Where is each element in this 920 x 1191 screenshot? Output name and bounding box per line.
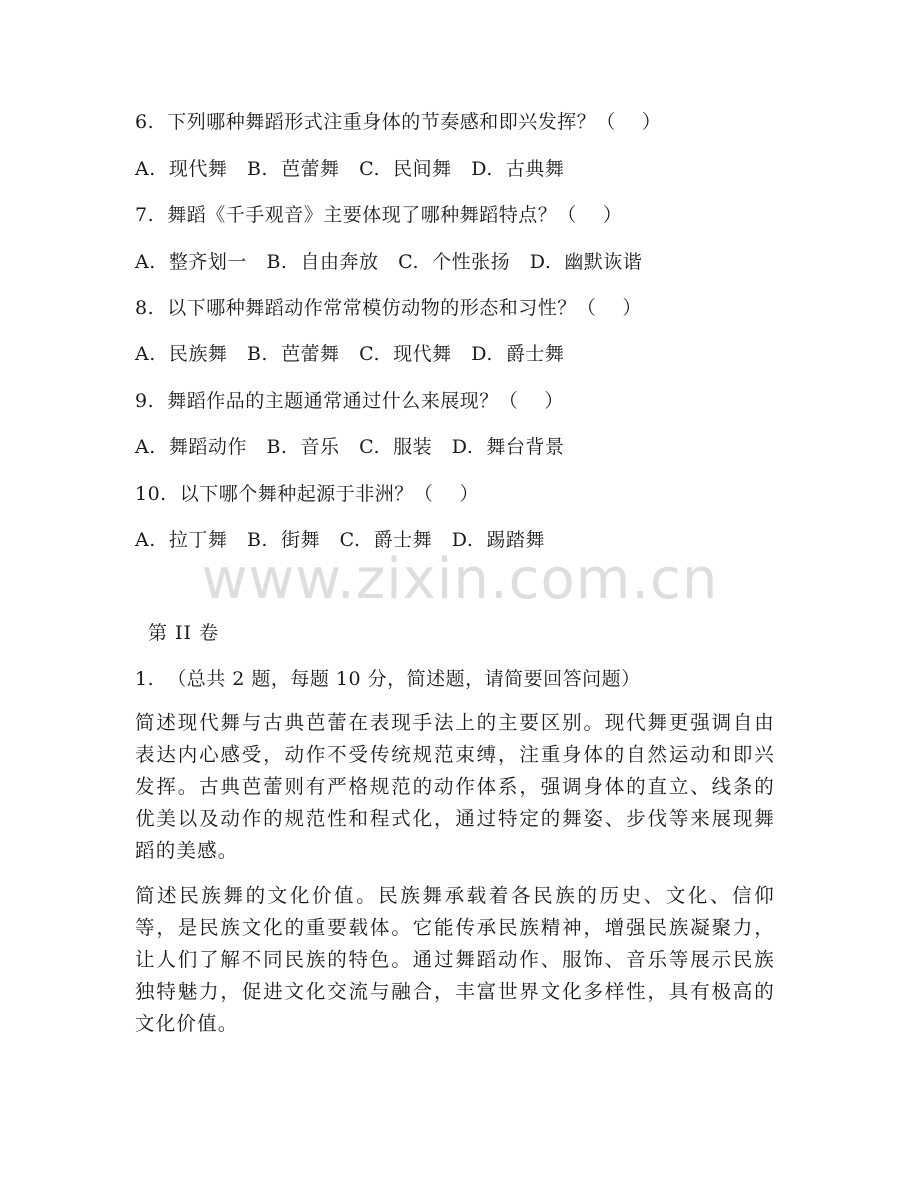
section-title: 第 II 卷 [148, 622, 220, 644]
question-6: 6. 下列哪种舞蹈形式注重身体的节奏感和即兴发挥？（ ） [135, 111, 662, 133]
question-9-options: A. 舞蹈动作 B. 音乐 C. 服装 D. 舞台背景 [135, 436, 565, 458]
question-8: 8. 以下哪种舞蹈动作常常模仿动物的形态和习性？（ ） [135, 297, 642, 319]
question-10: 10. 以下哪个舞种起源于非洲？（ ） [135, 483, 479, 505]
answer-paragraph-1: 简述现代舞与古典芭蕾在表现手法上的主要区别。现代舞更强调自由表达内心感受，动作不受传统规范束缚，注重身体的自然运动和即兴发挥。古典芭蕾则有严格规范的动作体系，强调身体的直立、线条的优美以及动作的规范性和程式化，通过特定的舞姿、步伐等来展现舞蹈的美感。 [135, 711, 775, 862]
answer-paragraph-2: 简述民族舞的文化价值。民族舞承载着各民族的历史、文化、信仰等，是民族文化的重要载体。它能传承民族精神，增强民族凝聚力，让人们了解不同民族的特色。通过舞蹈动作、服饰、音乐等展示民族独特魅力，促进文化交流与融合，丰富世界文化多样性，具有极高的文化价值。 [135, 884, 775, 1035]
watermark: www.zixin.com.cn [201, 547, 719, 612]
question-7: 7. 舞蹈《千手观音》主要体现了哪种舞蹈特点？（ ） [135, 204, 623, 226]
section-instruction: 1. （总共 2 题，每题 10 分，简述题，请简要回答问题） [135, 668, 641, 690]
question-10-options: A. 拉丁舞 B. 街舞 C. 爵士舞 D. 踢踏舞 [135, 529, 545, 551]
question-9: 9. 舞蹈作品的主题通常通过什么来展现？（ ） [135, 390, 564, 412]
question-8-options: A. 民族舞 B. 芭蕾舞 C. 现代舞 D. 爵士舞 [135, 343, 565, 365]
question-7-options: A. 整齐划一 B. 自由奔放 C. 个性张扬 D. 幽默诙谐 [135, 251, 643, 273]
question-6-options: A. 现代舞 B. 芭蕾舞 C. 民间舞 D. 古典舞 [135, 158, 565, 180]
